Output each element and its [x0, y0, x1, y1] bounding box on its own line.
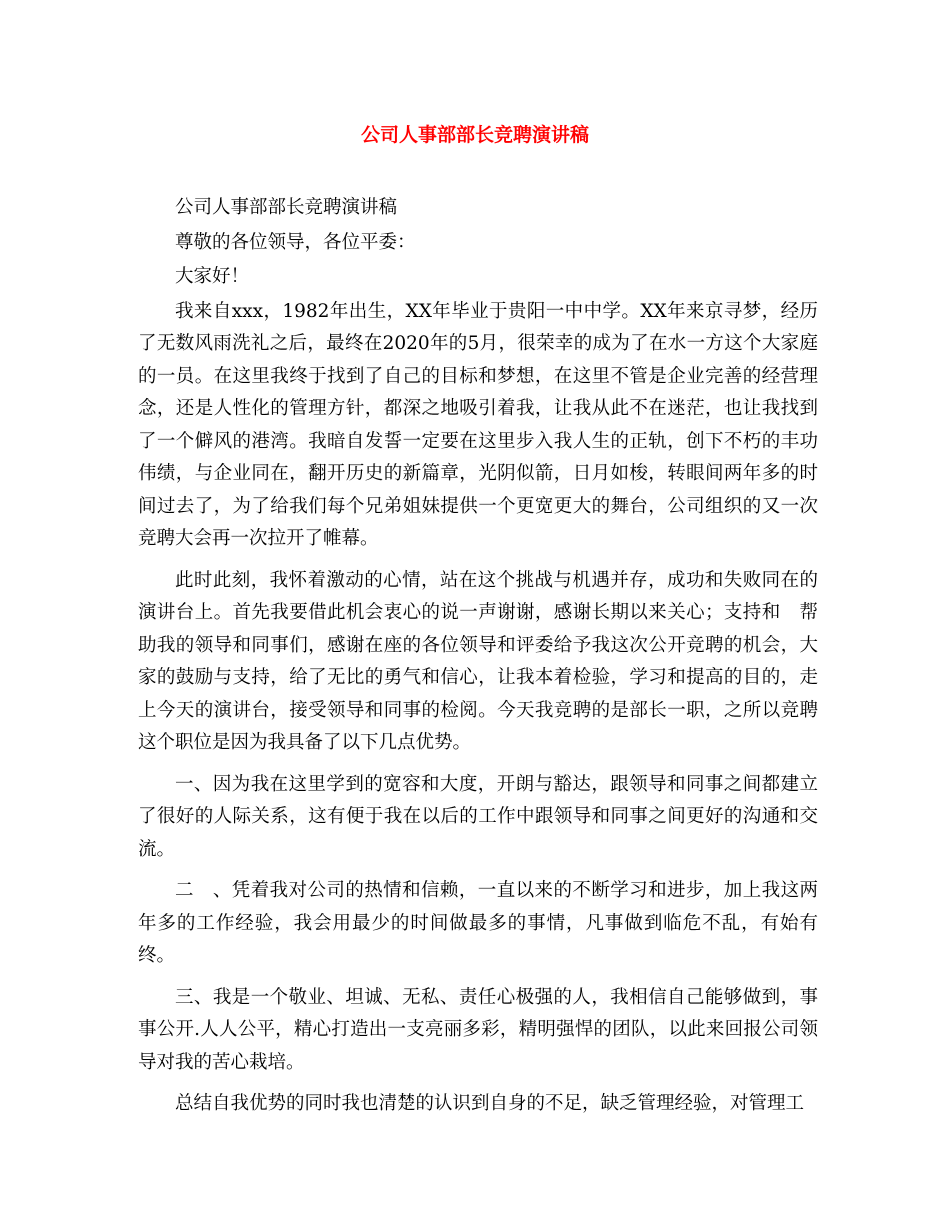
paragraph-thanks: 此时此刻，我怀着激动的心情，站在这个挑战与机遇并存，成功和失败同在的演讲台上。首先我要借此机会衷心的说一声谢谢，感谢长期以来关心；支持和 帮助我的领导和同事们，感谢在座的各位领导和评委给予我这次公开竞聘的机会，大家的鼓励与支持，给了无比的勇气和信心，让我本着检验，学习和提高的目的，走上今天的演讲台，接受领导和同事的检阅。今天我竞聘的是部长一职，之所以竞聘这个职位是因为我具备了以下几点优势。	[138, 569, 818, 753]
paragraph-salutation: 尊敬的各位领导，各位平委：	[175, 231, 416, 253]
paragraph-greeting: 大家好！	[175, 266, 250, 287]
paragraph-shortcomings: 总结自我优势的同时我也清楚的认识到自身的不足，缺乏管理经验，对管理工	[175, 1093, 805, 1114]
paragraph-introduction: 我来自xxx，1982年出生，XX年毕业于贵阳一中中学。XX年来京寻梦，经历了无数风雨洗礼之后，最终在2020年的5月，很荣幸的成为了在水一方这个大家庭的一员。在这里我终于找到了自己的目标和梦想，在这里不管是企业完善的经营理念，还是人性化的管理方针，都深之地吸引着我，让我从此不在迷茫，也让我找到了一个僻风的港湾。我暗自发誓一定要在这里步入我人生的正轨，创下不朽的丰功伟绩，与企业同在，翻开历史的新篇章，光阴似箭，日月如梭，转眼间两年多的时间过去了，为了给我们每个兄弟姐妹提供一个更宽更大的舞台，公司组织的又一次竞聘大会再一次拉开了帷幕。	[138, 300, 818, 549]
paragraph-advantage-1: 一、因为我在这里学到的宽容和大度，开朗与豁达，跟领导和同事之间都建立了很好的人际关系，这有便于我在以后的工作中跟领导和同事之间更好的沟通和交流。	[138, 773, 818, 860]
paragraph-advantage-3: 三、我是一个敬业、坦诚、无私、责任心极强的人，我相信自己能够做到，事事公开.人人公平，精心打造出一支亮丽多彩，精明强悍的团队，以此来回报公司领导对我的苦心栽培。	[138, 986, 818, 1073]
paragraph-heading: 公司人事部部长竞聘演讲稿	[175, 197, 398, 218]
paragraph-advantage-2: 二 、凭着我对公司的热情和信赖，一直以来的不断学习和进步，加上我这两年多的工作经验，我会用最少的时间做最多的事情，凡事做到临危不乱，有始有终。	[138, 880, 818, 966]
document-body	[138, 192, 818, 1123]
document-title: 公司人事部部长竞聘演讲稿	[360, 124, 589, 146]
